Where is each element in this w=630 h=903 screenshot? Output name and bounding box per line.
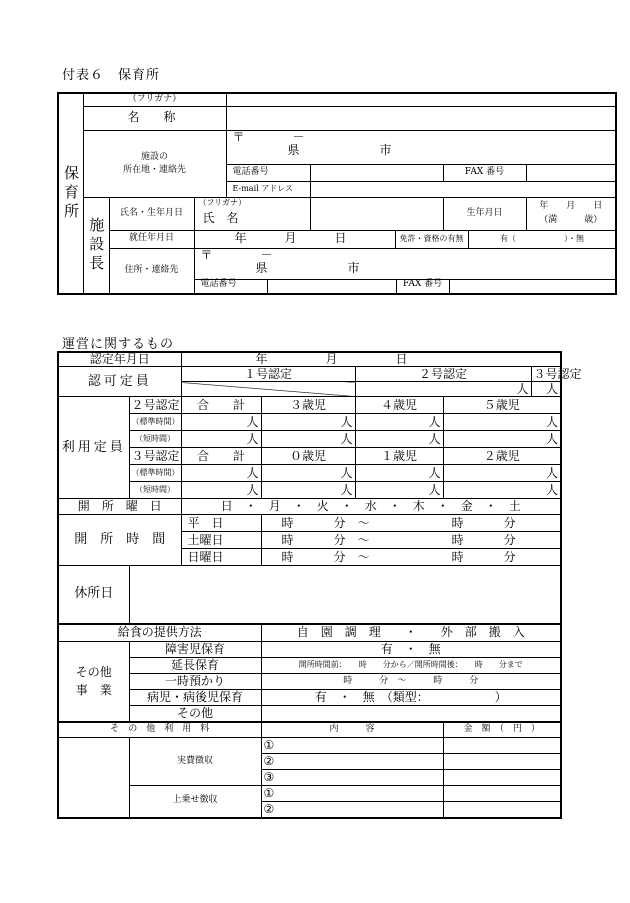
- cert3-label: ３号認定: [531, 367, 561, 382]
- director-dob-label: 生年月日: [443, 197, 526, 230]
- open-days-field[interactable]: 日 ・ 月 ・ 火 ・ 水 ・ 木 ・ 金 ・ 土: [181, 499, 561, 515]
- fees-label: そ の 他 利 用 料: [58, 722, 261, 738]
- closed-days-field[interactable]: [129, 566, 561, 624]
- director-address-cell: [194, 248, 616, 294]
- sick-care-label: 病児・病後児保育: [129, 690, 261, 706]
- director-pref: 県: [255, 260, 268, 275]
- usage3-short-age0[interactable]: 人: [261, 482, 355, 499]
- age3-header: ３歳児: [261, 397, 355, 414]
- director-phone-field[interactable]: [268, 280, 397, 293]
- other-service-field[interactable]: [261, 706, 561, 722]
- director-appointed-label: 就任年月日: [109, 230, 194, 248]
- director-city: 市: [347, 260, 360, 275]
- capacity-label: 認可定員: [58, 367, 181, 397]
- sunday-hours-field[interactable]: 時 分 ～ 時 分: [261, 549, 561, 566]
- disabled-care-label: 障害児保育: [129, 642, 261, 658]
- other-service-label: その他: [129, 706, 261, 722]
- open-days-label: 開 所 曜 日: [58, 499, 181, 515]
- temp-care-label: 一時預かり: [129, 674, 261, 690]
- facility-phone-label: 電話番号: [226, 164, 310, 181]
- director-furigana-label: （フリガナ）: [198, 197, 247, 207]
- age0-header: ０歳児: [261, 448, 355, 465]
- extended-care-label: 延長保育: [129, 658, 261, 674]
- director-name-cell: [194, 197, 310, 230]
- temp-care-field[interactable]: 時 分 ～ 時 分: [261, 674, 561, 690]
- form-title: 付表６ 保育所: [62, 68, 161, 83]
- surcharge-label: 上乗せ徴収: [129, 786, 261, 818]
- usage2-short-age4[interactable]: 人: [355, 431, 443, 448]
- cert2-label: ２号認定: [355, 367, 531, 382]
- surcharge-amount-2[interactable]: [443, 802, 561, 818]
- director-appointed-day: 日: [334, 231, 347, 246]
- actual-cost-item-1[interactable]: ①: [261, 738, 443, 754]
- director-fax-label: FAX 番号: [397, 280, 450, 293]
- usage2-standard-age4[interactable]: 人: [355, 414, 443, 431]
- facility-city: 市: [379, 142, 392, 157]
- other-services-label: その他 事 業: [58, 642, 129, 722]
- facility-phone-field[interactable]: [310, 164, 443, 181]
- facility-name-label: 名 称: [83, 106, 226, 130]
- operations-table: [57, 351, 582, 819]
- fees-content-label: 内 容: [261, 722, 443, 738]
- usage3-standard-total[interactable]: 人: [181, 465, 261, 482]
- extended-care-field[interactable]: 開所時間前： 時 分から／開所時間後： 時 分まで: [261, 658, 561, 674]
- cert-date-label: 認定年月日: [58, 352, 181, 367]
- usage2-standard-label: （標準時間）: [129, 414, 181, 431]
- usage3-standard-age2[interactable]: 人: [443, 465, 561, 482]
- fees-amount-label: 金 額 （ 円 ）: [443, 722, 561, 738]
- usage3-short-age2[interactable]: 人: [443, 482, 561, 499]
- facility-postal-mark: 〒: [232, 129, 245, 144]
- director-postal-dash: －: [260, 247, 273, 262]
- usage2-short-total[interactable]: 人: [181, 431, 261, 448]
- sunday-label: 日曜日: [181, 549, 261, 566]
- director-dob-ymd: 年 月 日: [539, 201, 603, 211]
- usage2-short-age3[interactable]: 人: [261, 431, 355, 448]
- director-name-dob-label: 氏名・生年月日: [109, 197, 194, 230]
- facility-side-label: 保育所: [58, 93, 83, 294]
- actual-cost-amount-3[interactable]: [443, 770, 561, 786]
- director-name-field[interactable]: [310, 197, 443, 230]
- usage2-short-age5[interactable]: 人: [443, 431, 561, 448]
- meal-field[interactable]: 自 園 調 理 ・ 外 部 搬 入: [261, 624, 561, 642]
- facility-furigana-label: （フリガナ）: [83, 93, 226, 106]
- facility-address-field[interactable]: [226, 130, 616, 164]
- facility-fax-label: FAX 番号: [443, 164, 526, 181]
- saturday-label: 土曜日: [181, 532, 261, 549]
- cert-date-field[interactable]: 年 月 日: [181, 352, 561, 367]
- usage2-standard-total[interactable]: 人: [181, 414, 261, 431]
- facility-fax-field[interactable]: [526, 164, 616, 181]
- usage3-short-total[interactable]: 人: [181, 482, 261, 499]
- actual-cost-item-2[interactable]: ②: [261, 754, 443, 770]
- closed-days-label: 休所日: [58, 566, 129, 624]
- actual-cost-amount-2[interactable]: [443, 754, 561, 770]
- director-appointed-field[interactable]: [194, 230, 395, 248]
- facility-location-label: 施設の 所在地・連絡先: [83, 130, 226, 197]
- cert3-field[interactable]: 人: [531, 382, 561, 397]
- usage2-short-label: （短時間）: [129, 431, 181, 448]
- age5-header: ５歳児: [443, 397, 561, 414]
- director-appointed-month: 月: [284, 231, 297, 246]
- facility-name-field[interactable]: [226, 106, 616, 130]
- director-address-label: 住所・連絡先: [109, 248, 194, 294]
- actual-cost-item-3[interactable]: ③: [261, 770, 443, 786]
- facility-pref: 県: [287, 142, 300, 157]
- director-address-field[interactable]: [195, 249, 616, 280]
- usage3-total-header: 合 計: [181, 448, 261, 465]
- disabled-care-field[interactable]: 有 ・ 無: [261, 642, 561, 658]
- usage3-standard-age0[interactable]: 人: [261, 465, 355, 482]
- usage3-standard-label: （標準時間）: [129, 465, 181, 482]
- surcharge-item-1[interactable]: ①: [261, 786, 443, 802]
- operations-title: 運営に関するもの: [62, 337, 175, 352]
- cert1-label: １号認定: [181, 367, 355, 382]
- usage2-standard-age5[interactable]: 人: [443, 414, 561, 431]
- facility-furigana-field[interactable]: [226, 93, 616, 106]
- usage-label: 利用定員: [58, 397, 129, 499]
- usage2-label: ２号認定: [129, 397, 181, 414]
- director-license-label: 免許・資格の有無: [395, 230, 468, 248]
- director-dob-field[interactable]: [526, 197, 616, 230]
- usage2-total-header: 合 計: [181, 397, 261, 414]
- age2-header: ２歳児: [443, 448, 561, 465]
- facility-email-field[interactable]: [310, 181, 616, 197]
- surcharge-item-2[interactable]: ②: [261, 802, 443, 818]
- meal-label: 給食の提供方法: [58, 624, 261, 642]
- director-age: （満 歳）: [539, 214, 603, 225]
- usage3-label: ３号認定: [129, 448, 181, 465]
- age1-header: １歳児: [355, 448, 443, 465]
- facility-email-label: E-mail アドレス: [226, 181, 310, 197]
- director-phone-label: 電話番号: [195, 280, 268, 293]
- sick-care-field[interactable]: 有 ・ 無 （類型： ）: [261, 690, 561, 706]
- usage2-standard-age3[interactable]: 人: [261, 414, 355, 431]
- actual-cost-amount-1[interactable]: [443, 738, 561, 754]
- cert1-field: [181, 382, 355, 397]
- age4-header: ４歳児: [355, 397, 443, 414]
- director-fax-field[interactable]: [450, 280, 616, 293]
- director-appointed-year: 年: [234, 231, 247, 246]
- facility-table: [57, 92, 617, 295]
- saturday-hours-field[interactable]: 時 分 ～ 時 分: [261, 532, 561, 549]
- open-hours-label: 開 所 時 間: [58, 515, 181, 566]
- usage3-standard-age1[interactable]: 人: [355, 465, 443, 482]
- director-license-field[interactable]: 有（ ）・無: [468, 230, 616, 248]
- weekday-label: 平 日: [181, 515, 261, 532]
- director-postal-mark: 〒: [200, 247, 213, 262]
- facility-postal-dash: －: [292, 129, 305, 144]
- director-name-label: 氏 名: [202, 211, 239, 226]
- usage3-short-label: （短時間）: [129, 482, 181, 499]
- cert2-field[interactable]: 人: [355, 382, 531, 397]
- usage3-short-age1[interactable]: 人: [355, 482, 443, 499]
- weekday-hours-field[interactable]: 時 分 ～ 時 分: [261, 515, 561, 532]
- director-side-label: 施設長: [83, 197, 109, 294]
- actual-cost-label: 実費徴収: [129, 738, 261, 786]
- surcharge-amount-1[interactable]: [443, 786, 561, 802]
